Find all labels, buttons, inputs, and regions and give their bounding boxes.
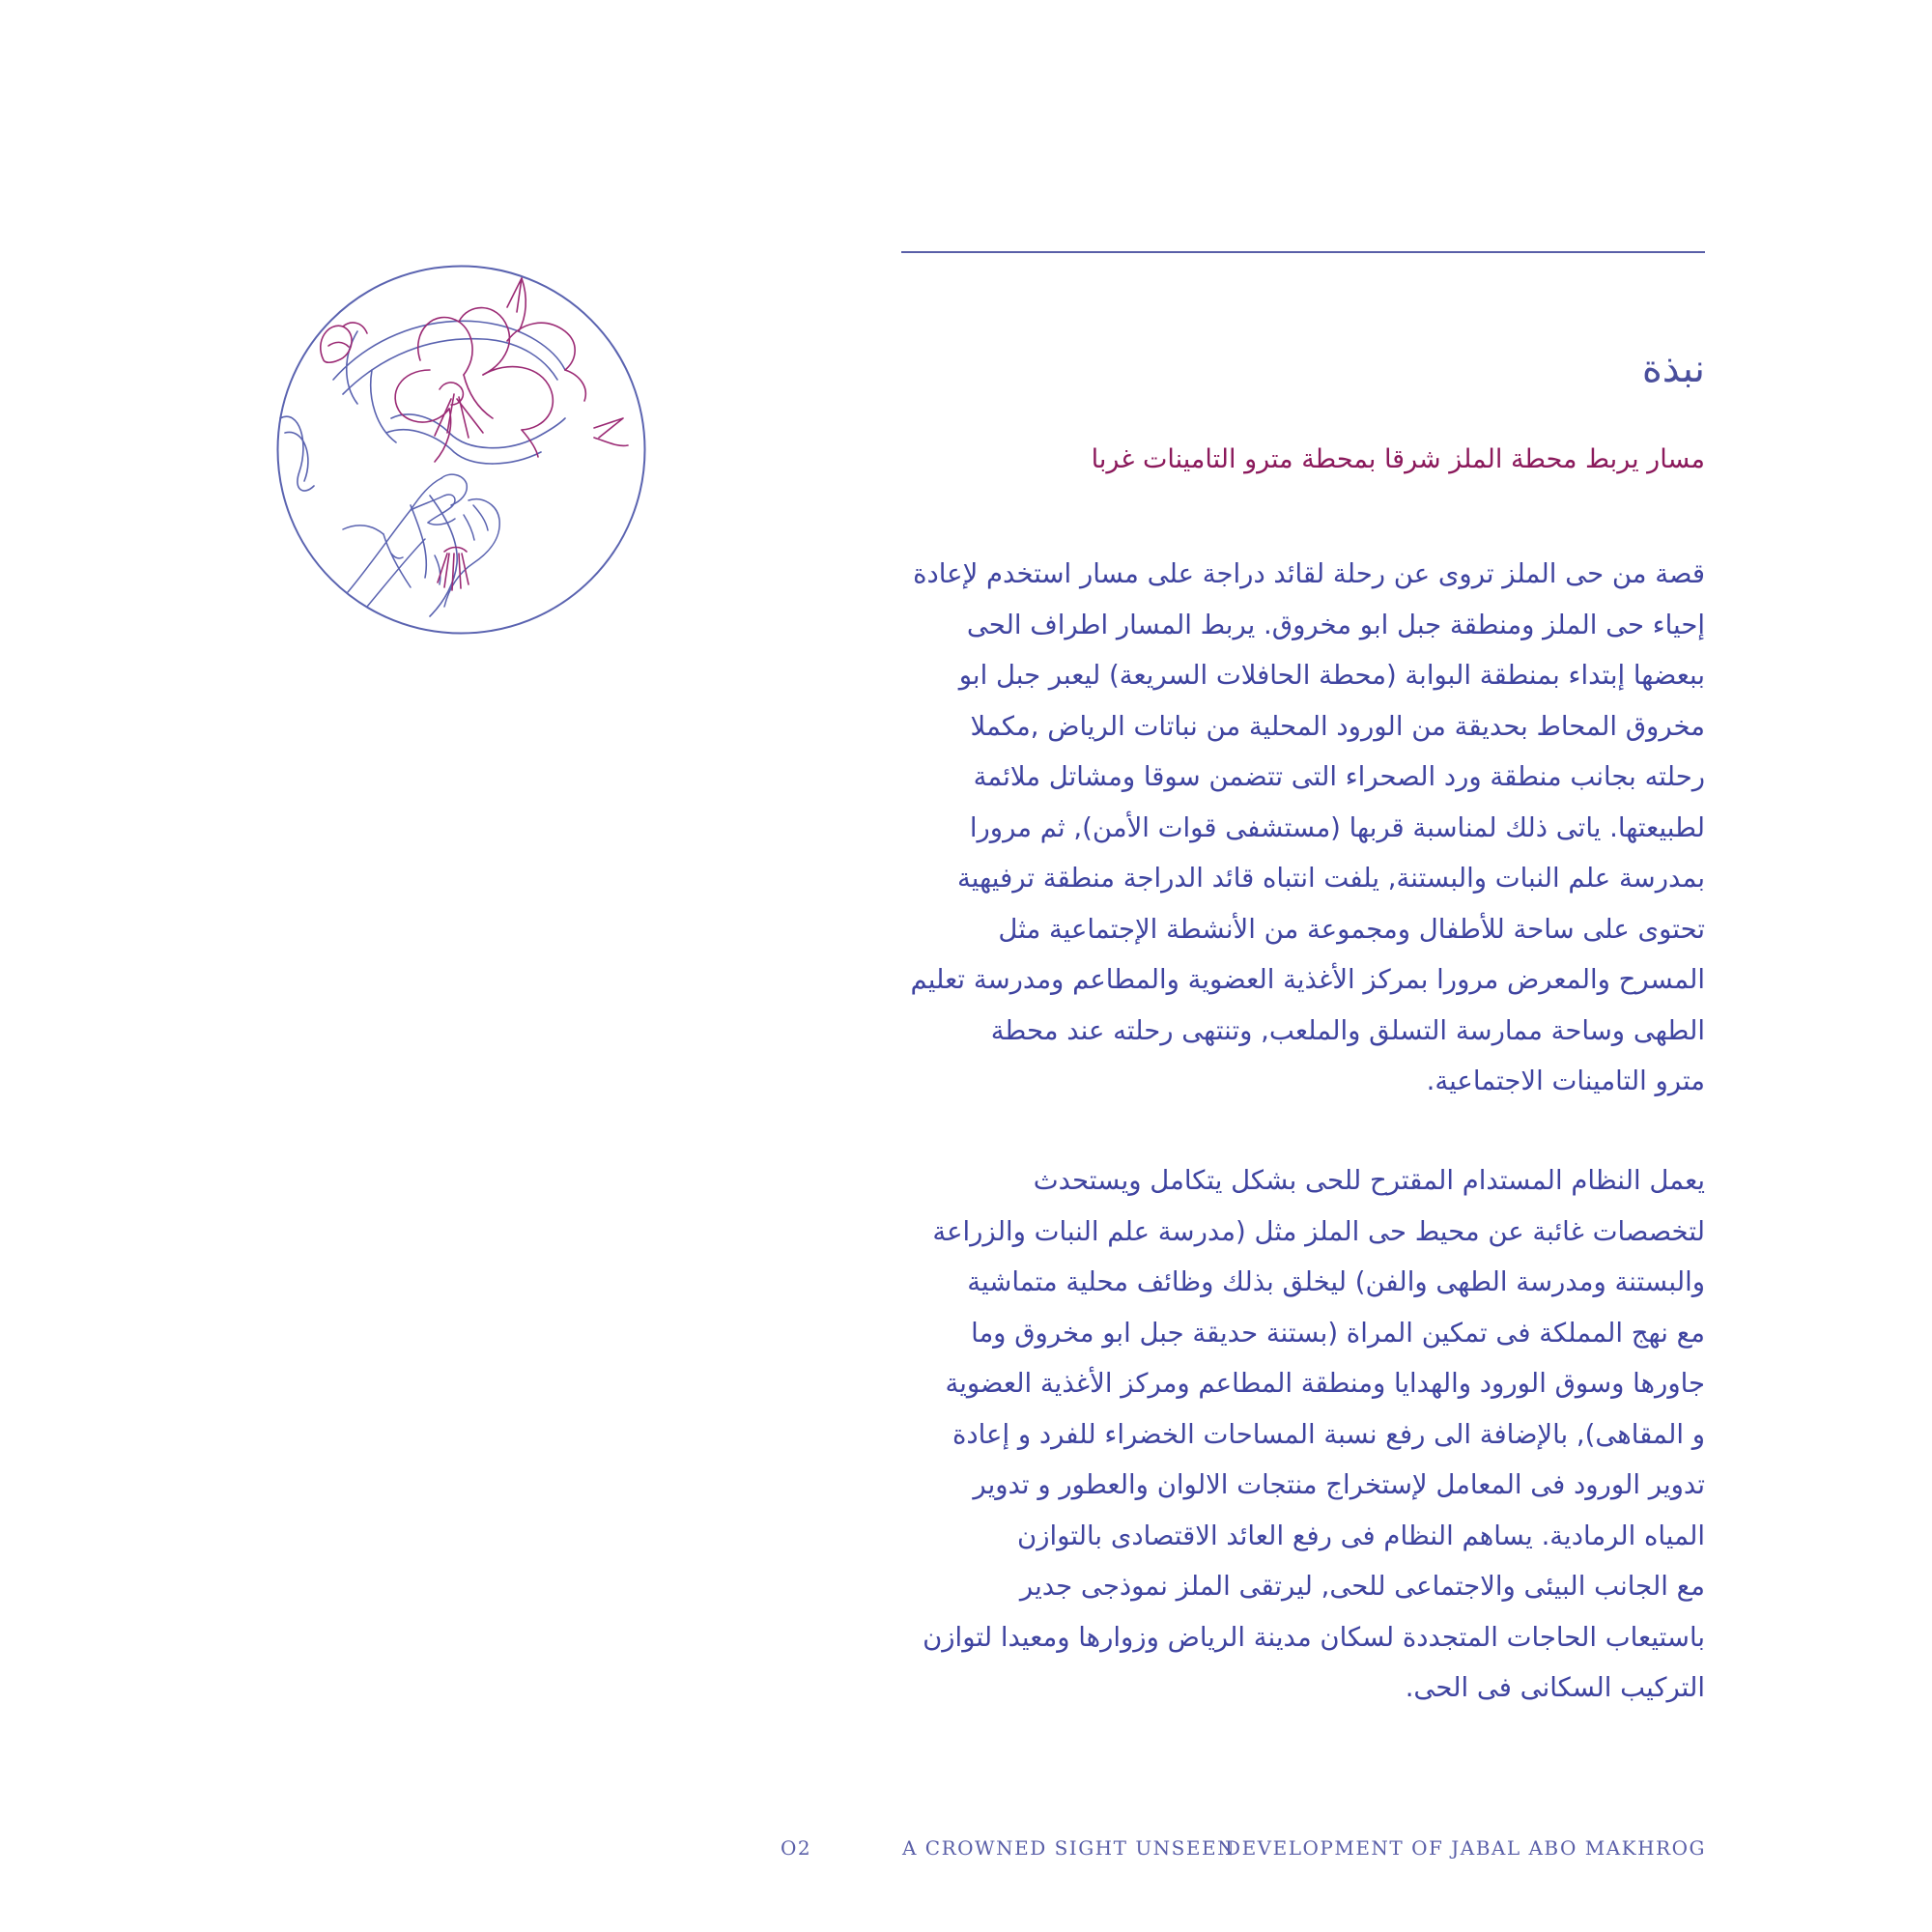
paragraph-line: مع نهج المملكة فى تمكين المراة (بستنة حديقة جبل ابو مخروق وما bbox=[971, 1317, 1705, 1349]
paragraph-line: لطبيعتها. ياتى ذلك لمناسبة قربها (مستشفى قوات الأمن), ثم مرورا bbox=[969, 811, 1705, 843]
footer-page-number: O2 bbox=[781, 1836, 812, 1860]
page-title: نبذة bbox=[1641, 347, 1705, 391]
paragraph-line: و المقاهى), بالإضافة الى رفع نسبة المساحات الخضراء للفرد و إعادة bbox=[952, 1418, 1705, 1450]
paragraph-line: لتخصصات غائبة عن محيط حى الملز مثل (مدرسة علم النبات والزراعة bbox=[932, 1215, 1705, 1247]
paragraph-line: تدوير الورود فى المعامل لإستخراج منتجات الالوان والعطور و تدوير bbox=[973, 1469, 1705, 1500]
paragraph-line: إحياء حى الملز ومنطقة جبل ابو مخروق. يربط المسار اطراف الحى bbox=[966, 609, 1705, 640]
paragraph-line: المياه الرمادية. يساهم النظام فى رفع العائد الاقتصادى بالتوازن bbox=[1017, 1520, 1705, 1551]
paragraph-line: تحتوى على ساحة للأطفال ومجموعة من الأنشطة الإجتماعية مثل bbox=[998, 913, 1705, 945]
footer-project-name: DEVELOPMENT OF JABAL ABO MAKHROG bbox=[1225, 1836, 1706, 1860]
paragraph-line: بمدرسة علم النبات والبستنة, يلفت انتباه قائد الدراجة منطقة ترفيهية bbox=[957, 863, 1705, 894]
paragraph-line: مخروق المحاط بحديقة من الورود المحلية من نباتات الرياض ,مكملا bbox=[970, 710, 1705, 742]
body-paragraph-1 bbox=[901, 549, 1705, 1107]
paragraph-line: التركيب السكانى فى الحى. bbox=[1405, 1672, 1705, 1703]
ribbon-lines-icon bbox=[280, 321, 565, 616]
footer-document-title: A CROWNED SIGHT UNSEEN bbox=[902, 1836, 1236, 1860]
hands-icon bbox=[343, 474, 499, 607]
paragraph-line: مترو التامينات الاجتماعية. bbox=[1426, 1065, 1705, 1096]
paragraph-line: الطهى وساحة ممارسة التسلق والملعب, وتنتهى رحلته عند محطة bbox=[990, 1014, 1705, 1046]
flowers-icon bbox=[321, 278, 628, 590]
paragraph-line: باستيعاب الحاجات المتجددة لسكان مدينة الرياض وزوارها ومعيدا لتوازن bbox=[923, 1621, 1705, 1653]
paragraph-line: والبستنة ومدرسة الطهى والفن) ليخلق بذلك وظائف محلية متماشية bbox=[967, 1266, 1705, 1297]
paragraph-line: جاورها وسوق الورود والهدايا ومنطقة المطاعم ومركز الأغذية العضوية bbox=[945, 1368, 1705, 1399]
flower-bouquet-illustration bbox=[275, 264, 647, 636]
paragraph-line: ببعضها إبتداء بمنطقة البوابة (محطة الحافلات السريعة) ليعبر جبل ابو bbox=[958, 660, 1705, 691]
page-subtitle: مسار يربط محطة الملز شرقا بمحطة مترو التامينات غربا bbox=[1091, 444, 1705, 474]
paragraph-line: المسرح والمعرض مرورا بمركز الأغذية العضوية والمطاعم ومدرسة تعليم bbox=[910, 964, 1705, 995]
paragraph-line: قصة من حى الملز تروى عن رحلة لقائد دراجة على مسار استخدم لإعادة bbox=[913, 558, 1705, 589]
paragraph-line: مع الجانب البيئى والاجتماعى للحى, ليرتقى الملز نموذجى جدير bbox=[1019, 1571, 1705, 1602]
paragraph-line: رحلته بجانب منطقة ورد الصحراء التى تتضمن سوقا ومشاتل ملائمة bbox=[973, 761, 1705, 792]
paragraph-line: يعمل النظام المستدام المقترح للحى بشكل يتكامل ويستحدث bbox=[1033, 1165, 1705, 1196]
header-divider bbox=[901, 251, 1705, 253]
body-paragraph-2 bbox=[901, 1155, 1705, 1714]
